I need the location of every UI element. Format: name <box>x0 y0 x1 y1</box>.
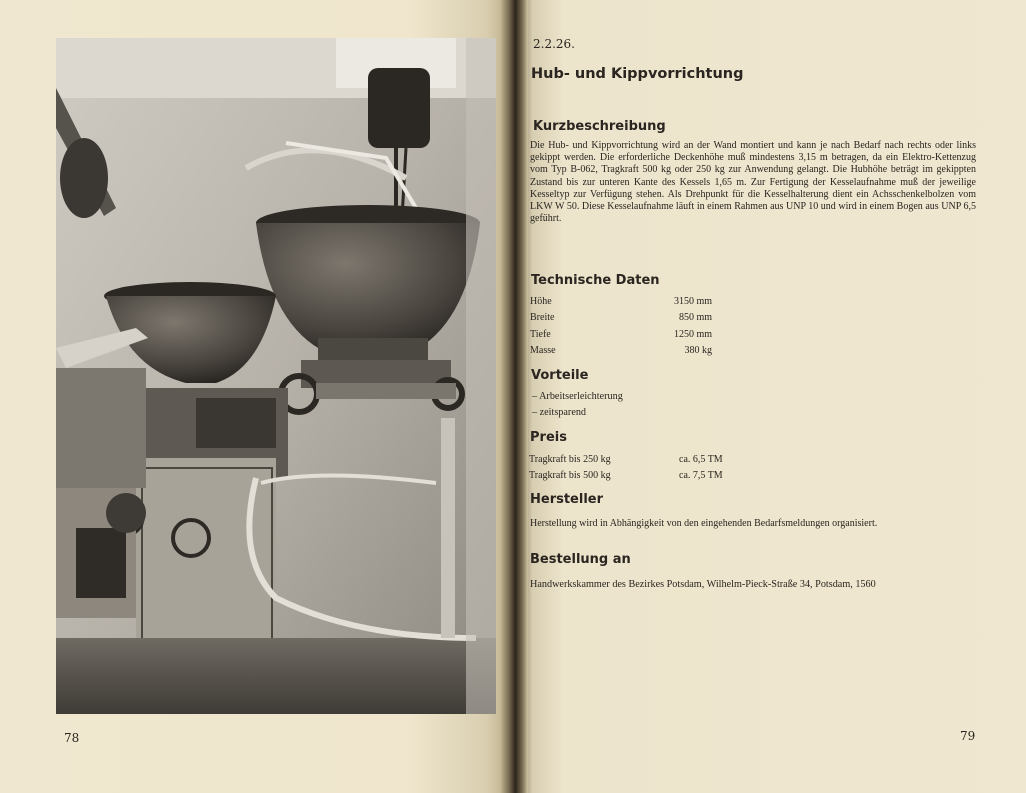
table-row <box>529 468 759 484</box>
heading-vorteile: Vorteile <box>531 368 589 383</box>
vorteile-list <box>532 389 623 420</box>
left-page <box>0 0 512 793</box>
spec-value: 1250 mm <box>673 328 712 340</box>
book-gutter <box>500 0 528 793</box>
table-row <box>530 343 712 360</box>
page-title: Hub- und Kippvorrichtung <box>531 66 744 82</box>
page-number-left: 78 <box>64 731 80 745</box>
heading-kurzbeschreibung: Kurzbeschreibung <box>533 119 666 134</box>
spec-value: 850 mm <box>678 312 712 324</box>
page-number-right: 79 <box>960 729 976 743</box>
price-label: Tragkraft bis 250 kg <box>529 454 611 466</box>
hersteller-text: Herstellung wird in Abhängigkeit von den eingehenden Bedarfsmeldungen organisiert. <box>530 518 878 529</box>
spec-value: 3150 mm <box>673 295 712 307</box>
price-label: Tragkraft bis 500 kg <box>529 469 611 481</box>
spec-label: Höhe <box>530 295 552 307</box>
price-value: ca. 6,5 TM <box>679 454 723 466</box>
photo-illustration <box>56 38 496 714</box>
table-row <box>529 452 759 468</box>
spec-label: Breite <box>530 312 555 324</box>
heading-technische-daten: Technische Daten <box>531 273 660 288</box>
spec-label: Masse <box>530 345 556 357</box>
price-value: ca. 7,5 TM <box>679 469 723 481</box>
heading-preis: Preis <box>530 430 567 445</box>
table-row <box>530 326 712 343</box>
spec-label: Tiefe <box>530 328 551 340</box>
kurzbeschreibung-text: Die Hub- und Kippvorrichtung wird an der Wand montiert und kann je nach Bedarf nach rechts oder links gekippt werden. Die erforderliche Deckenhöhe muß mindestens 3,15 m betragen, da ein Elektro-Kettenzug vom Typ B-062, Tragkraft 500 kg oder 250 kg zur Anwendung gelangt. Die Hubhöhe beträgt im gekippten Zustand bis zur unteren Kante des Kessels 1,65 m. Zur Fertigung der Kesselaufnahme muß der jeweilige Kesseltyp zur Verfügung stehen. Als Drehpunkt für die Kesselhalterung dient ein Achsschenkelbolzen vom LKW W 50. Diese Kesselaufnahme läuft in einem Rahmen aus UNP 10 und wird in einem Bogen aus UNP 6,5 geführt. <box>530 140 976 225</box>
spec-value: 380 kg <box>684 345 712 357</box>
spec-table <box>530 293 712 359</box>
bestellung-text: Handwerkskammer des Bezirkes Potsdam, Wilhelm-Pieck-Straße 34, Potsdam, 1560 <box>530 579 876 590</box>
heading-bestellung: Bestellung an <box>530 552 631 567</box>
price-table <box>529 452 759 483</box>
list-item: – Arbeitserleichterung <box>532 389 623 405</box>
machine-photo <box>56 38 496 714</box>
list-item: – zeitsparend <box>532 405 623 421</box>
table-row <box>530 310 712 327</box>
table-row <box>530 293 712 310</box>
section-number: 2.2.26. <box>533 37 575 51</box>
heading-hersteller: Hersteller <box>530 492 604 507</box>
